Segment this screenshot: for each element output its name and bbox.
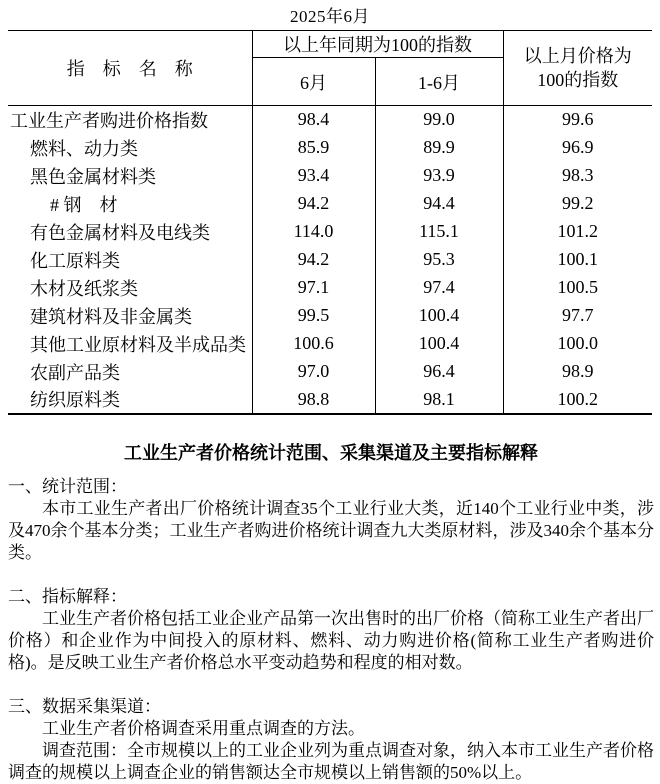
row-label: 化工原料类 xyxy=(8,246,252,274)
col-header-jun: 6月 xyxy=(252,58,375,106)
note-paragraph: 工业生产者价格包括工业企业产品第一次出售时的出厂价格（简称工业生产者出厂价格）和企业作为中间投入的原材料、燃料、动力购进价格(简称工业生产者购进价格)。是反映工业生产者价格总水平变动趋势和程度的相对数。 xyxy=(8,608,654,672)
value-jun: 94.2 xyxy=(252,190,375,218)
note-paragraph: 本市工业生产者出厂价格统计调查35个工业行业大类，近140个工业行业中类，涉及470余个基本分类；工业生产者购进价格统计调查九大类原材料，涉及340余个基本分类。 xyxy=(8,498,654,562)
value-jun: 85.9 xyxy=(252,134,375,162)
note-section xyxy=(8,476,654,564)
price-index-table xyxy=(8,30,652,415)
note-section-title: 一、统计范围： xyxy=(8,476,127,496)
value-mom: 99.2 xyxy=(562,193,594,213)
value-jan-jun: 97.4 xyxy=(375,274,503,302)
table-row xyxy=(8,190,652,218)
value-jan-jun: 115.1 xyxy=(375,218,503,246)
value-mom: 100.1 xyxy=(557,249,598,269)
value-jun: 98.8 xyxy=(252,386,375,414)
col-header-jan-jun: 1-6月 xyxy=(375,58,503,106)
row-label: 农副产品类 xyxy=(8,358,252,386)
notes-heading: 工业生产者价格统计范围、采集渠道及主要指标解释 xyxy=(124,442,538,463)
value-mom: 96.9 xyxy=(562,137,594,157)
note-paragraph: 调查范围：全市规模以上的工业企业列为重点调查对象，纳入本市工业生产者价格调查的规模以上调查企业的销售额达全市规模以上销售额的50%以上。 xyxy=(8,740,654,782)
row-label: 木材及纸浆类 xyxy=(8,274,252,302)
table-body xyxy=(8,106,652,414)
value-jan-jun: 93.9 xyxy=(375,162,503,190)
value-jun: 99.5 xyxy=(252,302,375,330)
value-jan-jun: 95.3 xyxy=(375,246,503,274)
table-row xyxy=(8,386,652,414)
table-header xyxy=(8,31,652,106)
table-row xyxy=(8,302,652,330)
value-mom: 98.9 xyxy=(562,361,594,381)
value-jun: 100.6 xyxy=(252,330,375,358)
table-row xyxy=(8,274,652,302)
row-label: 纺织原料类 xyxy=(8,386,252,414)
note-paragraph: 工业生产者价格调查采用重点调查的方法。 xyxy=(42,718,365,738)
value-jan-jun: 100.4 xyxy=(375,302,503,330)
row-label: 有色金属材料及电线类 xyxy=(8,218,252,246)
header-row-1 xyxy=(8,31,652,58)
col-header-mom xyxy=(503,31,652,106)
row-label: 工业生产者购进价格指数 xyxy=(8,106,252,134)
table-row xyxy=(8,134,652,162)
value-jan-jun: 94.4 xyxy=(375,190,503,218)
value-jun: 97.1 xyxy=(252,274,375,302)
table-row xyxy=(8,218,652,246)
note-section xyxy=(8,586,654,674)
value-jun: 114.0 xyxy=(252,218,375,246)
value-jun: 97.0 xyxy=(252,358,375,386)
table-row xyxy=(8,162,652,190)
table-row xyxy=(8,246,652,274)
value-mom: 98.3 xyxy=(562,165,594,185)
notes-area xyxy=(8,442,654,784)
value-jan-jun: 98.1 xyxy=(375,386,503,414)
col-header-yoy-group: 以上年同期为100的指数 xyxy=(252,31,503,58)
value-jun: 94.2 xyxy=(252,246,375,274)
value-mom: 100.5 xyxy=(557,277,598,297)
col-header-mom-line1: 以上月价格为 xyxy=(523,46,632,66)
row-label: # 钢 材 xyxy=(8,190,252,218)
value-mom: 100.2 xyxy=(557,388,598,409)
table-row xyxy=(8,106,652,134)
table-row xyxy=(8,358,652,386)
value-jan-jun: 99.0 xyxy=(375,106,503,134)
value-jun: 98.4 xyxy=(252,106,375,134)
value-jan-jun: 96.4 xyxy=(375,358,503,386)
value-jan-jun: 100.4 xyxy=(375,330,503,358)
note-section-title: 二、指标解释： xyxy=(8,586,127,606)
col-header-indicator: 指 标 名 称 xyxy=(8,31,252,106)
value-jan-jun: 89.9 xyxy=(375,134,503,162)
notes-body xyxy=(8,476,654,784)
value-mom: 99.6 xyxy=(562,109,594,130)
value-mom: 100.0 xyxy=(557,333,598,353)
note-section-title: 三、数据采集渠道： xyxy=(8,696,161,716)
row-label: 其他工业原材料及半成品类 xyxy=(8,330,252,358)
row-label: 燃料、动力类 xyxy=(8,134,252,162)
value-mom: 97.7 xyxy=(562,305,594,325)
table-row xyxy=(8,330,652,358)
col-header-mom-line2: 100的指数 xyxy=(537,70,619,90)
report-period-title: 2025年6月 xyxy=(290,7,370,26)
row-label: 建筑材料及非金属类 xyxy=(8,302,252,330)
value-mom: 101.2 xyxy=(557,221,598,241)
row-label: 黑色金属材料类 xyxy=(8,162,252,190)
value-jun: 93.4 xyxy=(252,162,375,190)
